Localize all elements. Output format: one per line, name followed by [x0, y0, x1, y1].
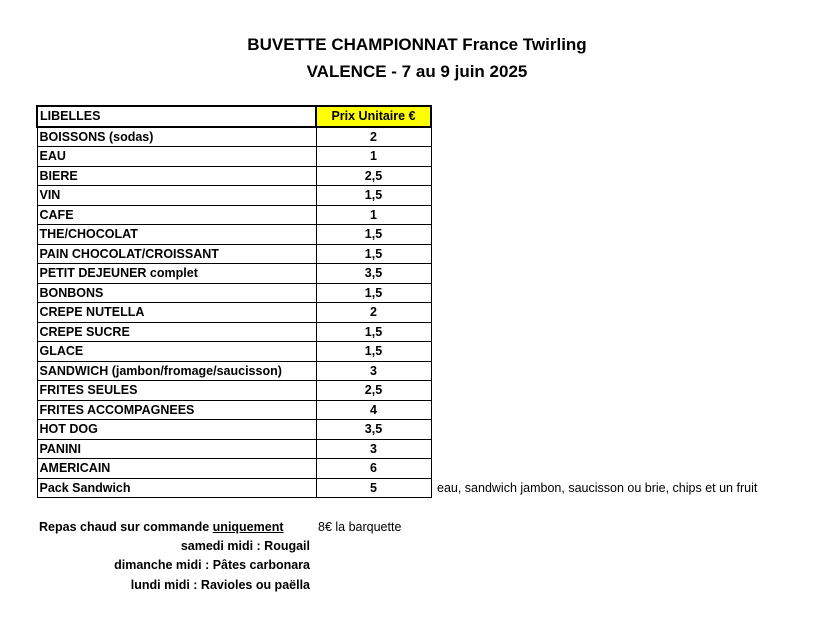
row-price: 1,5 — [316, 225, 431, 245]
table-row — [37, 342, 431, 362]
row-label: BIERE — [37, 166, 316, 186]
row-label: HOT DOG — [37, 420, 316, 440]
table-row — [37, 264, 431, 284]
table-row — [37, 166, 431, 186]
hot-meal-intro — [39, 520, 284, 534]
table-row — [37, 400, 431, 420]
row-label: THE/CHOCOLAT — [37, 225, 316, 245]
row-price: 1 — [316, 205, 431, 225]
table-row — [37, 205, 431, 225]
row-price: 3,5 — [316, 420, 431, 440]
row-price: 1,5 — [316, 342, 431, 362]
row-price: 2 — [316, 127, 431, 147]
table-row — [37, 381, 431, 401]
row-price: 1,5 — [316, 186, 431, 206]
table-row — [37, 244, 431, 264]
row-label: BOISSONS (sodas) — [37, 127, 316, 147]
row-price: 3 — [316, 361, 431, 381]
table-row — [37, 439, 431, 459]
hot-meal-intro-text: Repas chaud sur commande — [39, 520, 213, 534]
row-label: PAIN CHOCOLAT/CROISSANT — [37, 244, 316, 264]
row-price: 4 — [316, 400, 431, 420]
column-header-prix: Prix Unitaire € — [316, 106, 431, 127]
hot-meal-intro-underlined: uniquement — [212, 520, 284, 534]
hot-meal-sunday: dimanche midi : Pâtes carbonara — [114, 558, 310, 572]
row-price: 1,5 — [316, 244, 431, 264]
table-row — [37, 303, 431, 323]
table-row — [37, 420, 431, 440]
row-price: 5 — [316, 478, 431, 498]
table-row — [37, 478, 431, 498]
table-row — [37, 283, 431, 303]
row-label: FRITES ACCOMPAGNEES — [37, 400, 316, 420]
row-label: Pack Sandwich — [37, 478, 316, 498]
price-table — [36, 105, 432, 498]
table-row — [37, 186, 431, 206]
column-header-libelles: LIBELLES — [37, 106, 316, 127]
row-label: FRITES SEULES — [37, 381, 316, 401]
row-label: CAFE — [37, 205, 316, 225]
row-price: 3,5 — [316, 264, 431, 284]
row-label: CREPE SUCRE — [37, 322, 316, 342]
row-label: VIN — [37, 186, 316, 206]
table-row — [37, 147, 431, 167]
row-label: PETIT DEJEUNER complet — [37, 264, 316, 284]
document-title: BUVETTE CHAMPIONNAT France Twirling — [247, 35, 587, 54]
hot-meal-price: 8€ la barquette — [318, 520, 402, 534]
table-row — [37, 225, 431, 245]
row-label: EAU — [37, 147, 316, 167]
table-row — [37, 322, 431, 342]
row-price: 2,5 — [316, 381, 431, 401]
row-price: 1 — [316, 147, 431, 167]
table-header-row — [37, 106, 431, 127]
row-label: CREPE NUTELLA — [37, 303, 316, 323]
hot-meal-monday: lundi midi : Ravioles ou paëlla — [130, 578, 310, 592]
row-price: 1,5 — [316, 283, 431, 303]
row-label: PANINI — [37, 439, 316, 459]
document-subtitle: VALENCE - 7 au 9 juin 2025 — [306, 62, 528, 81]
row-label: BONBONS — [37, 283, 316, 303]
table-row — [37, 127, 431, 147]
row-label: GLACE — [37, 342, 316, 362]
row-label: SANDWICH (jambon/fromage/saucisson) — [37, 361, 316, 381]
row-price: 3 — [316, 439, 431, 459]
row-price: 2 — [316, 303, 431, 323]
row-label: AMERICAIN — [37, 459, 316, 479]
table-row — [37, 361, 431, 381]
pack-sandwich-note: eau, sandwich jambon, saucisson ou brie, chips et un fruit — [437, 481, 758, 495]
row-price: 6 — [316, 459, 431, 479]
hot-meal-saturday: samedi midi : Rougail — [180, 539, 310, 553]
row-price: 2,5 — [316, 166, 431, 186]
table-row — [37, 459, 431, 479]
row-price: 1,5 — [316, 322, 431, 342]
